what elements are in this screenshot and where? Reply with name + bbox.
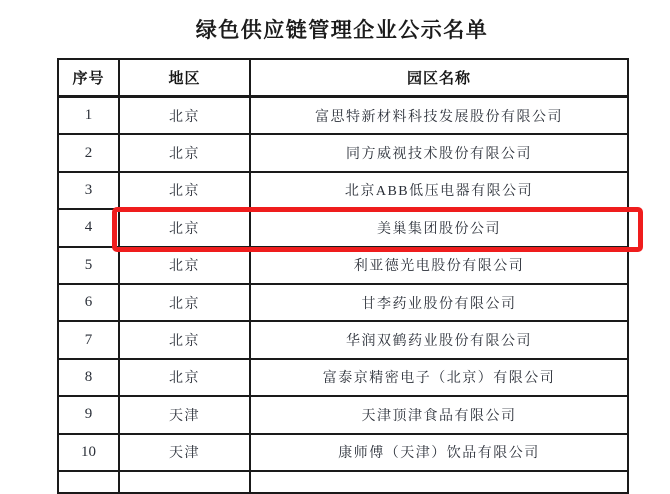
cell-region: 北京 — [119, 247, 250, 284]
table-row — [58, 321, 628, 358]
table-row — [58, 247, 628, 284]
cell-park-name: 富思特新材料科技发展股份有限公司 — [250, 97, 628, 135]
cell-region: 北京 — [119, 134, 250, 171]
table-row — [58, 209, 628, 246]
cell-region: 北京 — [119, 172, 250, 209]
table-row-partial — [58, 471, 628, 493]
cell-serial: 8 — [58, 359, 119, 396]
column-header-park-name: 园区名称 — [250, 59, 628, 97]
cell-park-name: 美巢集团股份公司 — [250, 209, 628, 246]
cell-park-name: 甘李药业股份有限公司 — [250, 284, 628, 321]
column-header-serial: 序号 — [58, 59, 119, 97]
cell-serial: 9 — [58, 396, 119, 433]
cell-park-name: 天津顶津食品有限公司 — [250, 396, 628, 433]
column-header-region: 地区 — [119, 59, 250, 97]
cell-region: 北京 — [119, 97, 250, 135]
cell-region: 北京 — [119, 321, 250, 358]
table-row — [58, 97, 628, 135]
cell-serial: 5 — [58, 247, 119, 284]
table-row — [58, 396, 628, 433]
cell-park-name: 康师傅（天津）饮品有限公司 — [250, 434, 628, 471]
cell-serial: 3 — [58, 172, 119, 209]
cell-region: 北京 — [119, 284, 250, 321]
page-title: 绿色供应链管理企业公示名单 — [195, 19, 489, 42]
cell-park-name: 利亚德光电股份有限公司 — [250, 247, 628, 284]
cell-region: 天津 — [119, 434, 250, 471]
table-row — [58, 434, 628, 471]
cell-region: 天津 — [119, 396, 250, 433]
cell-park-name: 同方威视技术股份有限公司 — [250, 134, 628, 171]
cell-serial: 4 — [58, 209, 119, 246]
cell-park-name: 富泰京精密电子（北京）有限公司 — [250, 359, 628, 396]
cell-park-name: 华润双鹤药业股份有限公司 — [250, 321, 628, 358]
table-header-row — [58, 59, 628, 97]
cell-serial: 7 — [58, 321, 119, 358]
cell-serial: 6 — [58, 284, 119, 321]
cell-park-name: 北京ABB低压电器有限公司 — [250, 172, 628, 209]
table-row — [58, 359, 628, 396]
table-row — [58, 172, 628, 209]
cell-serial: 2 — [58, 134, 119, 171]
cell-region: 北京 — [119, 209, 250, 246]
cell-serial: 10 — [58, 434, 119, 471]
table-row — [58, 284, 628, 321]
table-row — [58, 134, 628, 171]
cell-serial: 1 — [58, 97, 119, 135]
enterprise-list-table — [57, 58, 629, 494]
cell-region: 北京 — [119, 359, 250, 396]
